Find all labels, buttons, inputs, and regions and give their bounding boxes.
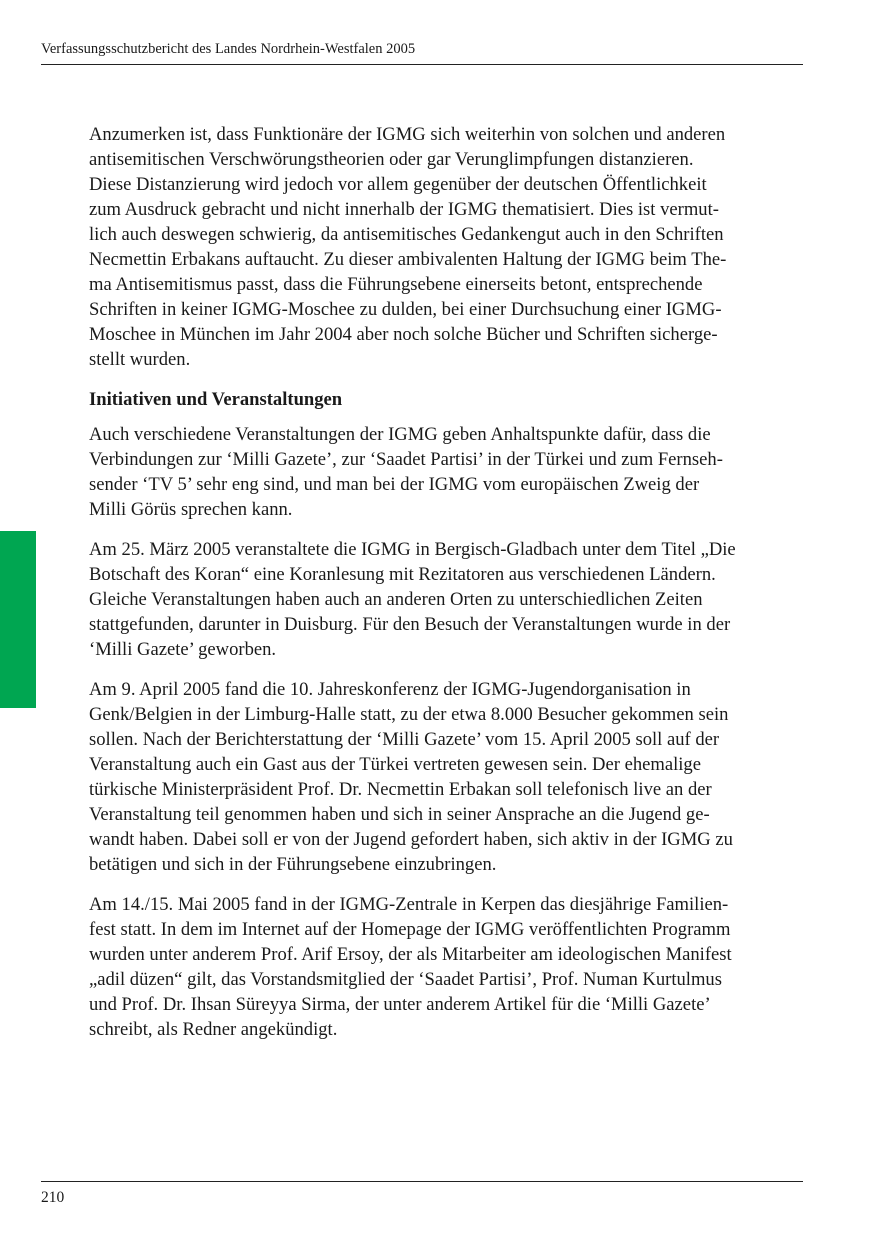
paragraph-family-festival (89, 892, 805, 1042)
text-line: Veranstaltung auch ein Gast aus der Türkei vertreten gewesen sein. Der ehemalige (89, 754, 701, 775)
text-line: sollen. Nach der Berichterstattung der ‘Milli Gazete’ vom 15. April 2005 soll auf der (89, 729, 720, 750)
text-line: fest statt. In dem im Internet auf der Homepage der IGMG veröffentlichten Programm (89, 919, 731, 940)
paragraph-koran-reading (89, 537, 805, 662)
text-line: Schriften in keiner IGMG-Moschee zu dulden, bei einer Durchsuchung einer IGMG- (89, 299, 722, 320)
text-line: Diese Distanzierung wird jedoch vor allem gegenüber der deutschen Öffentlichkeit (89, 174, 707, 195)
text-line: betätigen und sich in der Führungsebene einzubringen. (89, 854, 497, 875)
text-line: Verbindungen zur ‘Milli Gazete’, zur ‘Saadet Partisi’ in der Türkei und zum Fernseh- (89, 449, 723, 470)
text-line: Moschee in München im Jahr 2004 aber noch solche Bücher und Schriften sicherge- (89, 324, 718, 345)
text-line: Veranstaltung teil genommen haben und sich in seiner Ansprache an die Jugend ge- (89, 804, 710, 825)
running-header: Verfassungsschutzbericht des Landes Nordrhein-Westfalen 2005 (41, 41, 416, 57)
header-divider (41, 64, 803, 65)
paragraph-antisemitism (89, 122, 805, 372)
text-line: stellt wurden. (89, 349, 191, 370)
chapter-marker-tab (0, 531, 36, 708)
text-line: wurden unter anderem Prof. Arif Ersoy, der als Mitarbeiter am ideologischen Manifest (89, 944, 732, 965)
paragraph-youth-conference (89, 677, 805, 877)
text-line: Necmettin Erbakans auftaucht. Zu dieser ambivalenten Haltung der IGMG beim The- (89, 249, 727, 270)
text-line: Am 14./15. Mai 2005 fand in der IGMG-Zentrale in Kerpen das diesjährige Familien- (89, 894, 729, 915)
text-line: Gleiche Veranstaltungen haben auch an anderen Orten zu unterschiedlichen Zeiten (89, 589, 703, 610)
main-content (89, 122, 805, 1057)
text-line: sender ‘TV 5’ sehr eng sind, und man bei der IGMG vom europäischen Zweig der (89, 474, 700, 495)
page-number: 210 (41, 1189, 65, 1206)
text-line: Botschaft des Koran“ eine Koranlesung mit Rezitatoren aus verschiedenen Ländern. (89, 564, 716, 585)
text-line: schreibt, als Redner angekündigt. (89, 1019, 338, 1040)
text-line: ‘Milli Gazete’ geworben. (89, 639, 277, 660)
text-line: Anzumerken ist, dass Funktionäre der IGMG sich weiterhin von solchen und anderen (89, 124, 726, 145)
text-line: wandt haben. Dabei soll er von der Jugend gefordert haben, sich aktiv in der IGMG zu (89, 829, 733, 850)
text-line: Am 9. April 2005 fand die 10. Jahreskonferenz der IGMG-Jugendorganisation in (89, 679, 691, 700)
text-line: „adil düzen“ gilt, das Vorstandsmitglied der ‘Saadet Partisi’, Prof. Numan Kurtulmus (89, 969, 722, 990)
text-line: lich auch deswegen schwierig, da antisemitisches Gedankengut auch in den Schriften (89, 224, 724, 245)
text-line: Milli Görüs sprechen kann. (89, 499, 293, 520)
text-line: antisemitischen Verschwörungstheorien oder gar Verunglimpfungen distanzieren. (89, 149, 694, 170)
text-line: Auch verschiedene Veranstaltungen der IGMG geben Anhaltspunkte dafür, dass die (89, 424, 711, 445)
section-heading: Initiativen und Veranstaltungen (89, 389, 343, 410)
text-line: Genk/Belgien in der Limburg-Halle statt, zu der etwa 8.000 Besucher gekommen sein (89, 704, 729, 725)
text-line: und Prof. Dr. Ihsan Süreyya Sirma, der unter anderem Artikel für die ‘Milli Gazete’ (89, 994, 711, 1015)
paragraph-connections (89, 422, 805, 522)
text-line: Am 25. März 2005 veranstaltete die IGMG in Bergisch-Gladbach unter dem Titel „Die (89, 539, 736, 560)
text-line: ma Antisemitismus passt, dass die Führungsebene einerseits betont, entsprechende (89, 274, 703, 295)
footer-divider (41, 1181, 803, 1182)
text-line: stattgefunden, darunter in Duisburg. Für den Besuch der Veranstaltungen wurde in der (89, 614, 731, 635)
text-line: türkische Ministerpräsident Prof. Dr. Necmettin Erbakan soll telefonisch live an der (89, 779, 712, 800)
text-line: zum Ausdruck gebracht und nicht innerhalb der IGMG thematisiert. Dies ist vermut- (89, 199, 719, 220)
